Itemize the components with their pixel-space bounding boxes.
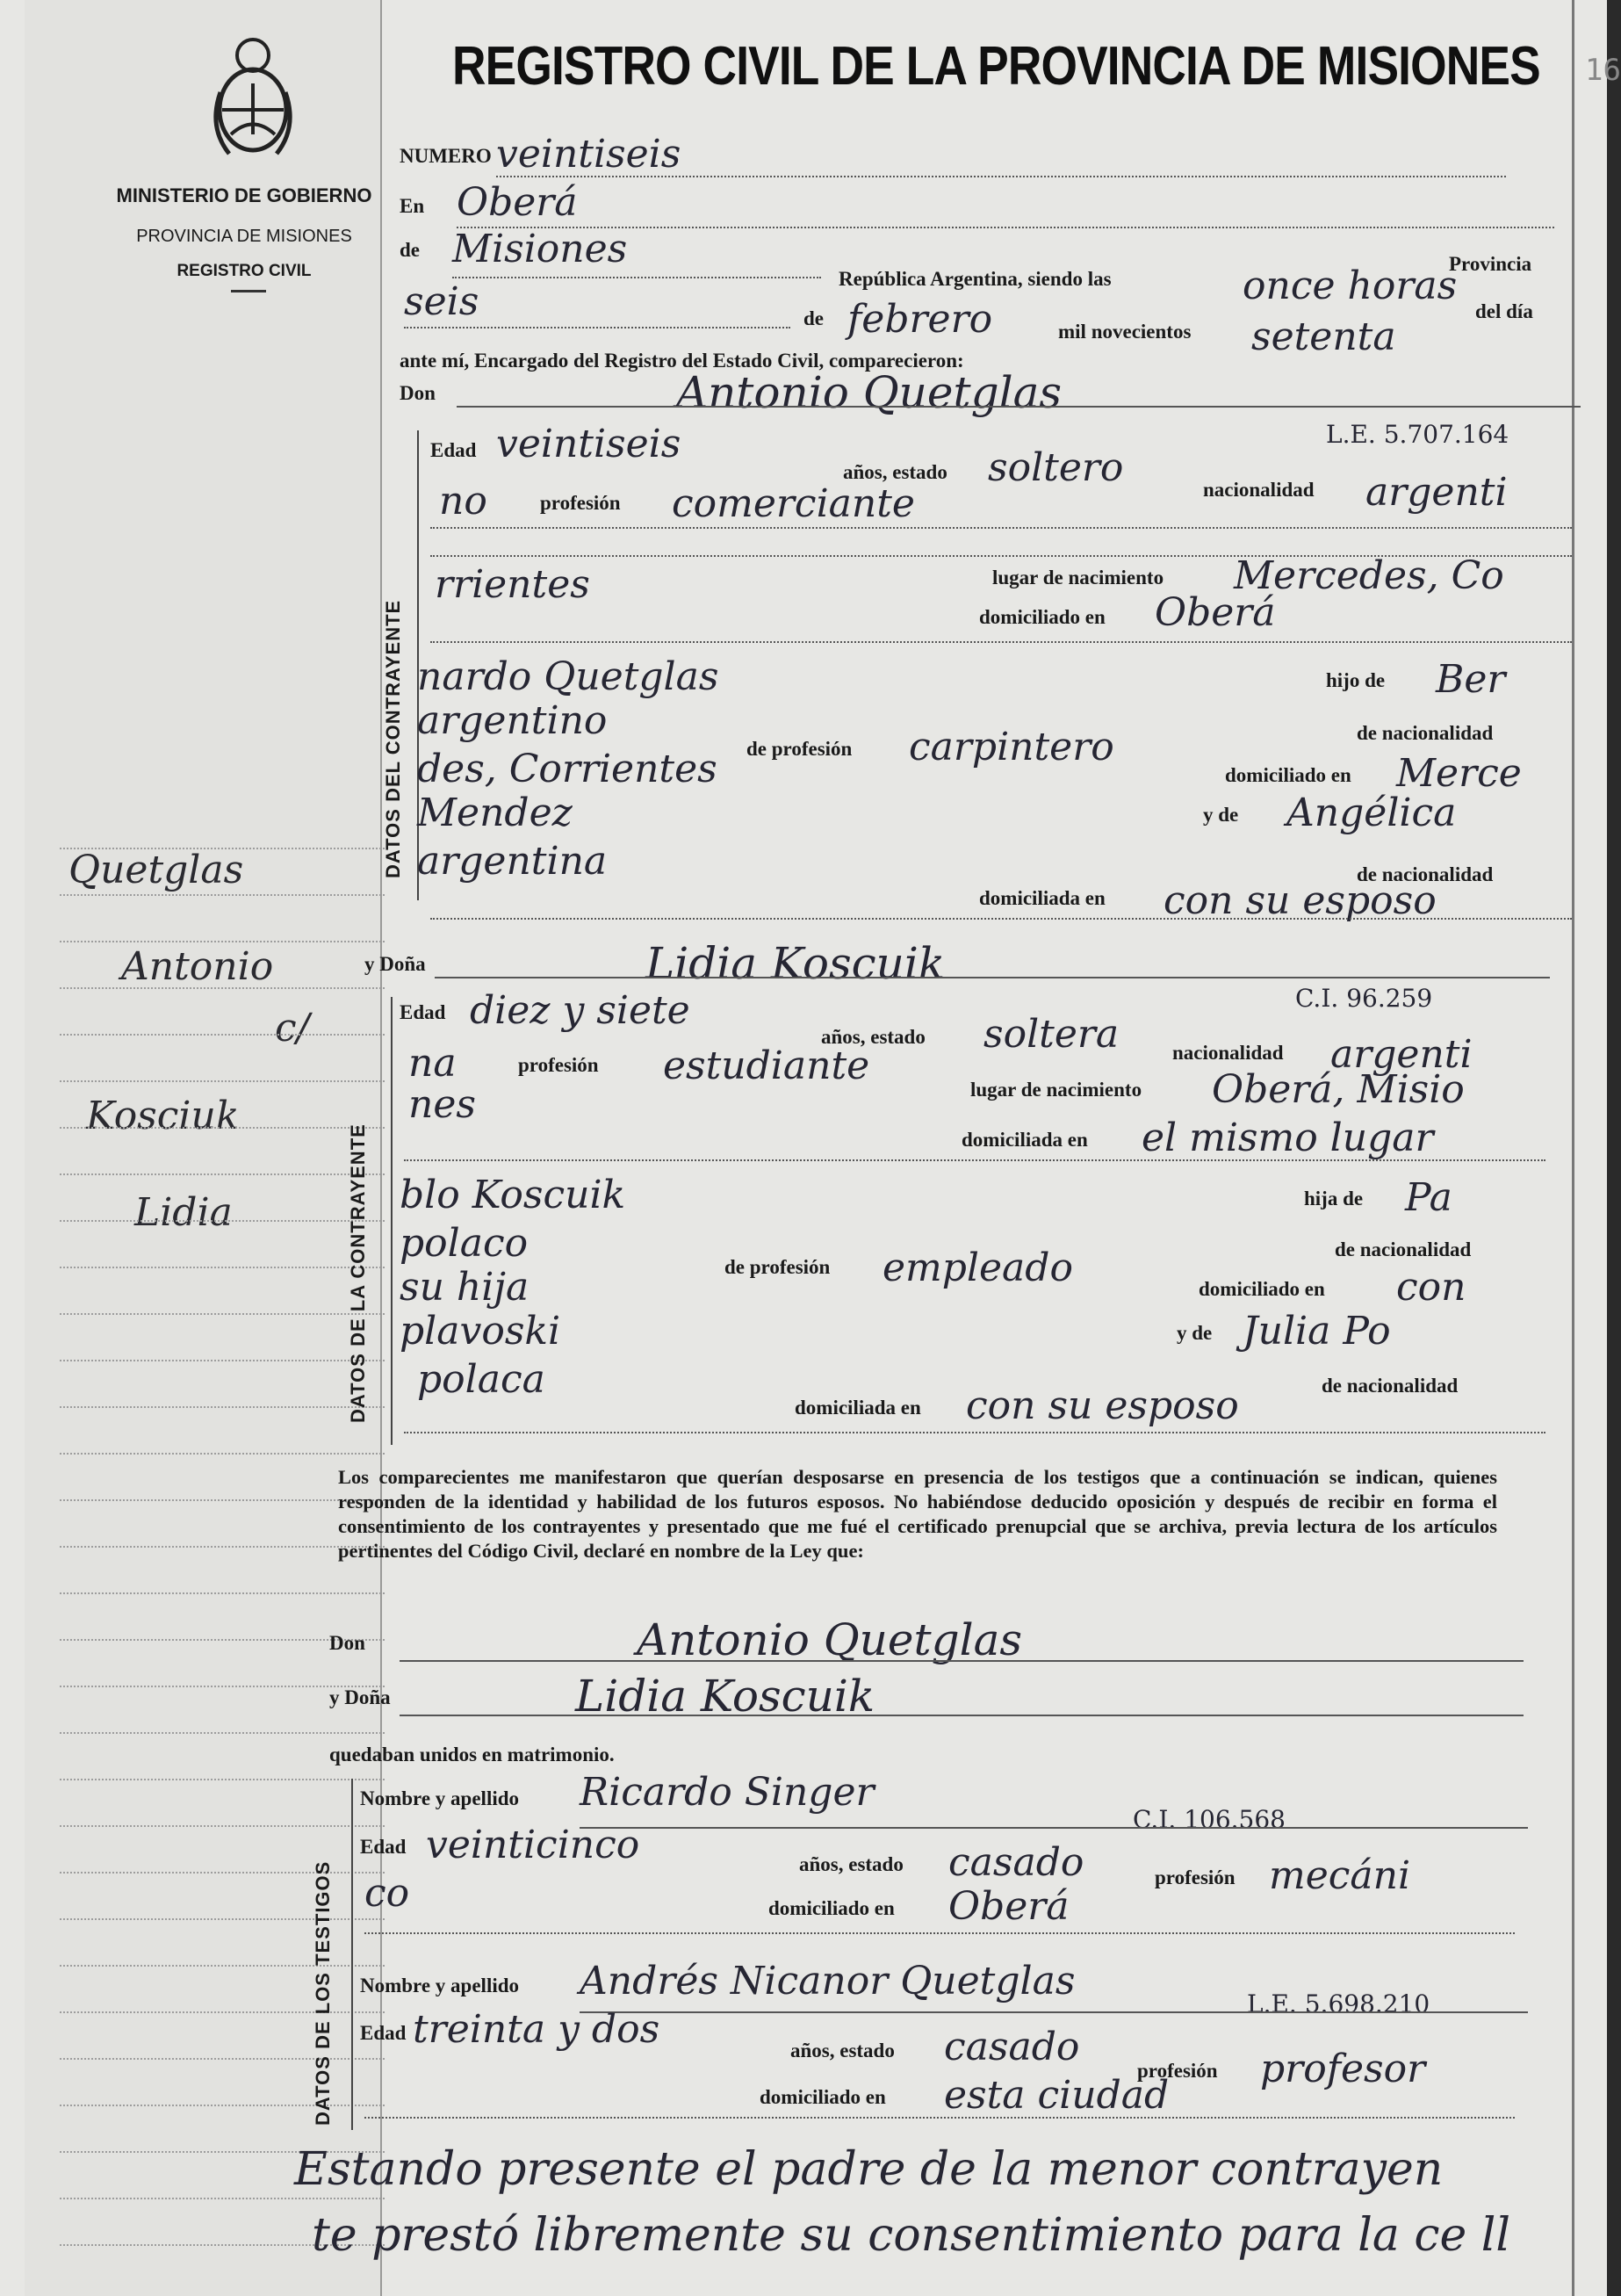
bride-mother-dom-label: domiciliada en	[795, 1397, 921, 1419]
sline	[400, 1660, 1524, 1662]
w2-edad-label: Edad	[360, 2022, 407, 2044]
w2-age: treinta y dos	[413, 2007, 660, 2052]
groom-nationality-cont: no	[439, 479, 487, 523]
bride-y-de-label: y de	[1177, 1322, 1213, 1344]
bride-father-name: Pa	[1405, 1175, 1452, 1220]
groom-father-prof-label: de profesión	[746, 738, 853, 760]
province-label: PROVINCIA DE MISIONES	[136, 227, 352, 246]
margin-note-con: c/	[275, 1006, 310, 1051]
day-value: seis	[404, 279, 479, 324]
margin-note-bride-name: Lidia	[134, 1190, 233, 1235]
w1-dom-label: domiciliado en	[768, 1897, 895, 1919]
stub-rule-line	[60, 1732, 385, 1734]
bride-de-nac2-label: de nacionalidad	[1322, 1375, 1459, 1397]
bride-dom-label: domiciliada en	[962, 1129, 1088, 1151]
registry-label: REGISTRO CIVIL	[177, 262, 312, 280]
stub-rule-line	[60, 894, 385, 896]
bride-profession: estudiante	[663, 1043, 870, 1088]
w1-edad-label: Edad	[360, 1836, 407, 1858]
stub-rule-line	[60, 1918, 385, 1920]
groom-domicile: Oberá	[1155, 590, 1276, 635]
groom-dom-label: domiciliado en	[979, 606, 1106, 628]
margin-note-surname: Quetglas	[68, 848, 244, 892]
sline	[400, 1715, 1524, 1716]
groom-y-de-label: y de	[1203, 804, 1239, 826]
month-value: febrero	[847, 297, 993, 342]
edge-page-mark: 16	[1585, 53, 1621, 88]
stub-rule-line	[60, 1360, 385, 1361]
declaration-paragraph: Los comparecientes me manifestaron que querían desposarse en presencia de los testigos que a continuación se indican, quienes responden de la identidad y habilidad de los futuros esposos. No habiéndose deducido oposición y después de recibir en forma el consentimiento de los contrayentes y presentado que me fué el certificado prenupcial que se archiva, previa lectura de los artículos pertinentes del Código Civil, declaré en nombre de la Ley que:	[338, 1466, 1497, 1562]
republica-label: República Argentina, siendo las	[839, 268, 1112, 290]
groom-father-nationality: argentino	[417, 698, 608, 743]
line	[364, 2117, 1515, 2119]
groom-section-label: DATOS DEL CONTRAYENTE	[382, 599, 404, 878]
groom-nationality: argenti	[1365, 470, 1508, 515]
w1-age: veinticinco	[426, 1823, 640, 1867]
w1-anos-label: años, estado	[799, 1853, 904, 1875]
stub-rule-line	[60, 1220, 385, 1222]
bride-name: Lidia Koscuik	[645, 938, 946, 989]
groom-mother-dom-label: domiciliada en	[979, 887, 1106, 909]
w2-domicile: esta ciudad	[944, 2073, 1170, 2118]
witness-bracket	[351, 1779, 353, 2130]
groom-father-dom-label: domiciliado en	[1225, 764, 1351, 786]
bride-age: diez y siete	[470, 988, 690, 1033]
dona-label: y Doña	[364, 953, 426, 975]
mil-novecientos-label: mil novecientos	[1058, 321, 1192, 343]
w2-profession: profesor	[1260, 2047, 1426, 2091]
coat-of-arms-icon	[205, 31, 301, 167]
don-label: Don	[400, 382, 436, 404]
groom-age: veintiseis	[496, 422, 681, 466]
groom-birthplace-cont: rrientes	[435, 562, 590, 607]
stub-rule-line	[60, 1779, 385, 1780]
quedaban-label: quedaban unidos en matrimonio.	[329, 1744, 615, 1765]
bride-mother-nationality: polaca	[417, 1357, 545, 1402]
w1-document: C.I. 106.568	[1133, 1805, 1286, 1834]
groom-edad-label: Edad	[430, 439, 477, 461]
groom-mother-name: Angélica	[1286, 791, 1457, 835]
bride-lugar-label: lugar de nacimiento	[970, 1079, 1142, 1101]
bride-document: C.I. 96.259	[1295, 984, 1433, 1013]
w2-dom-label: domiciliado en	[760, 2086, 886, 2108]
groom-status: soltero	[988, 445, 1124, 490]
bride-mother-domicile: con su esposo	[966, 1383, 1239, 1428]
groom-father-profession: carpintero	[909, 725, 1114, 769]
groom-profession: comerciante	[672, 481, 915, 526]
bride-status: soltera	[983, 1012, 1120, 1057]
decl-bride-name: Lidia Koscuik	[575, 1671, 875, 1722]
groom-mother-surname: Mendez	[417, 791, 573, 835]
groom-father-name: Ber	[1436, 657, 1506, 702]
stub-rule-line	[60, 2105, 385, 2106]
bride-father-nationality: polaco	[400, 1221, 529, 1266]
w2-nombre-label: Nombre y apellido	[360, 1975, 520, 1996]
bride-mother-name: Julia Po	[1243, 1309, 1391, 1354]
sline	[580, 1827, 1528, 1829]
bride-father-dom-label: domiciliado en	[1199, 1278, 1325, 1300]
stub-rule-line	[60, 1825, 385, 1827]
ante-mi-label: ante mí, Encargado del Registro del Estado Civil, comparecieron:	[400, 350, 964, 372]
line	[364, 1932, 1515, 1934]
footer-note-line1: Estando presente el padre de la menor contrayen	[294, 2143, 1444, 2196]
stub-rule-line	[60, 1872, 385, 1874]
stub-rule-line	[60, 1546, 385, 1548]
bride-father-domicile: con	[1396, 1265, 1466, 1310]
stub-rule-line	[60, 941, 385, 942]
bride-nac-label: nacionalidad	[1172, 1042, 1284, 1064]
bride-anos-label: años, estado	[821, 1026, 926, 1048]
margin-note-firstname: Antonio	[121, 944, 274, 989]
groom-nac-label: nacionalidad	[1203, 479, 1315, 501]
w2-status: casado	[944, 2025, 1080, 2069]
stub-divider	[231, 290, 266, 292]
groom-de-nac2-label: de nacionalidad	[1357, 863, 1494, 885]
stub-rule-line	[60, 1453, 385, 1455]
footer-note-line2: te prestó libremente su consentimiento para la ce ll	[312, 2209, 1511, 2262]
del-dia-label: del día	[1475, 300, 1533, 322]
groom-father-domicile-cont: des, Corrientes	[417, 747, 717, 791]
bride-birthplace: Oberá, Misio	[1212, 1067, 1465, 1112]
stub-rule-line	[60, 1080, 385, 1082]
stub-rule-line	[60, 2011, 385, 2013]
groom-document: L.E. 5.707.164	[1326, 420, 1509, 449]
bride-hija-label: hija de	[1304, 1188, 1364, 1209]
year-value: setenta	[1251, 314, 1396, 359]
groom-father-surname: nardo Quetglas	[417, 654, 719, 699]
groom-prof-label: profesión	[540, 492, 621, 514]
w1-nombre-label: Nombre y apellido	[360, 1787, 520, 1809]
w1-domicile: Oberá	[948, 1884, 1070, 1929]
bride-father-prof-label: de profesión	[724, 1256, 831, 1278]
stub-rule-line	[60, 2198, 385, 2199]
stub-rule-line	[60, 1127, 385, 1129]
groom-mother-nationality: argentina	[417, 839, 608, 884]
w1-prof-label: profesión	[1155, 1866, 1236, 1888]
groom-name: Antonio Quetglas	[676, 367, 1063, 418]
w1-profession-cont: co	[364, 1871, 410, 1916]
de-value: Misiones	[452, 227, 628, 271]
sline	[580, 2011, 1528, 2013]
w2-anos-label: años, estado	[790, 2040, 895, 2061]
groom-de-nac-label: de nacionalidad	[1357, 722, 1494, 744]
decl-groom-name: Antonio Quetglas	[637, 1614, 1023, 1665]
bride-father-surname: blo Koscuik	[400, 1173, 626, 1217]
groom-birthplace: Mercedes, Co	[1234, 553, 1504, 598]
numero-label: NUMERO	[400, 145, 492, 167]
numero-value: veintiseis	[496, 132, 681, 177]
stub-rule-line	[60, 1173, 385, 1175]
groom-father-domicile: Merce	[1396, 751, 1522, 796]
en-value: Oberá	[457, 180, 578, 225]
w1-name: Ricardo Singer	[580, 1770, 875, 1815]
ministry-title: MINISTERIO DE GOBIERNO	[116, 184, 372, 206]
bride-prof-label: profesión	[518, 1054, 599, 1076]
de-label: de	[400, 239, 420, 261]
page-title: REGISTRO CIVIL DE LA PROVINCIA DE MISIONES	[452, 36, 1540, 97]
bride-domicile: el mismo lugar	[1142, 1116, 1434, 1160]
hours-value: once horas	[1243, 264, 1458, 308]
provincia-label: Provincia	[1449, 253, 1532, 275]
bride-father-domicile-cont: su hija	[400, 1265, 530, 1310]
margin-note-bride-surname: Kosciuk	[86, 1094, 240, 1138]
stub-rule-line	[60, 2058, 385, 2060]
bride-nationality-cont: na	[408, 1041, 457, 1086]
stub-rule-line	[60, 1034, 385, 1036]
stub-rule-line	[60, 1267, 385, 1268]
groom-lugar-label: lugar de nacimiento	[992, 567, 1164, 588]
groom-anos-label: años, estado	[843, 461, 947, 483]
stub-rule-line	[60, 1499, 385, 1501]
w2-prof-label: profesión	[1137, 2060, 1218, 2082]
stub-rule-line	[60, 848, 385, 849]
witness-section-label: DATOS DE LOS TESTIGOS	[312, 1860, 334, 2126]
en-label: En	[400, 195, 425, 217]
bride-father-profession: empleado	[883, 1245, 1073, 1290]
groom-hijo-label: hijo de	[1326, 669, 1386, 691]
w2-document: L.E. 5.698.210	[1247, 1989, 1430, 2018]
bride-nationality: argenti	[1330, 1032, 1473, 1077]
bride-de-nac-label: de nacionalidad	[1335, 1238, 1472, 1260]
decl-don-label: Don	[329, 1632, 365, 1654]
de2-label: de	[803, 307, 824, 329]
w1-status: casado	[948, 1840, 1084, 1885]
groom-mother-domicile: con su esposo	[1164, 878, 1437, 923]
bride-mother-surname: plavoski	[400, 1309, 561, 1354]
bride-birthplace-cont: nes	[408, 1082, 476, 1127]
stub-rule-line	[60, 1406, 385, 1408]
w1-profession: mecáni	[1269, 1853, 1411, 1898]
stub-rule-line	[60, 987, 385, 989]
stub-rule-line	[60, 1965, 385, 1967]
stub-rule-line	[60, 1592, 385, 1594]
bride-edad-label: Edad	[400, 1001, 446, 1023]
decl-dona-label: y Doña	[329, 1686, 391, 1708]
stub-rule-line	[60, 1313, 385, 1315]
bride-section-label: DATOS DE LA CONTRAYENTE	[347, 1123, 369, 1423]
w2-name: Andrés Nicanor Quetglas	[580, 1959, 1076, 2004]
